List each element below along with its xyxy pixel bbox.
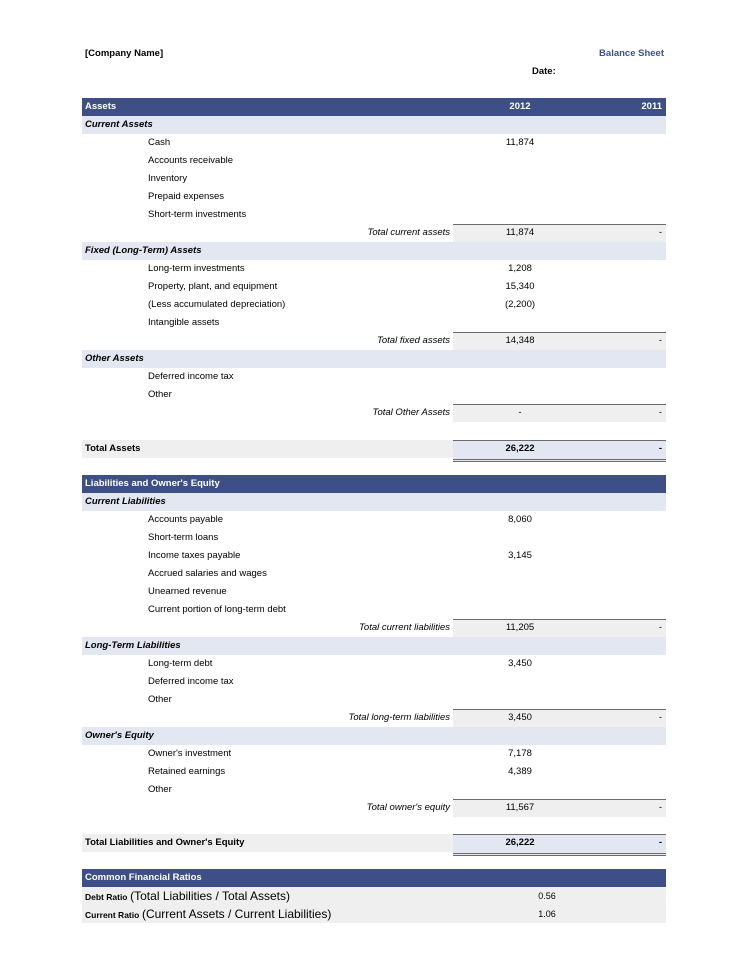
row-label: Accounts payable [148, 514, 223, 525]
table-row [82, 529, 666, 547]
liabilities-header-label: Liabilities and Owner's Equity [85, 478, 220, 489]
section-fixed-assets [82, 242, 666, 260]
table-row [82, 296, 666, 314]
row-label: (Less accumulated depreciation) [148, 299, 286, 310]
table-row [82, 278, 666, 296]
ratio-value: 1.06 [538, 909, 556, 919]
total-current-liabilities-row [82, 619, 666, 637]
total-2011: - [658, 622, 662, 633]
total-current-assets-row [82, 224, 666, 242]
value-2012: 4,389 [508, 766, 532, 777]
table-row [82, 547, 666, 565]
total-2011: - [658, 712, 662, 723]
table-row [82, 583, 666, 601]
row-label: Accrued salaries and wages [148, 568, 267, 579]
row-label: Long-term investments [148, 263, 245, 274]
value-2012: 11,874 [505, 137, 535, 148]
table-row [82, 260, 666, 278]
row-label: Unearned revenue [148, 586, 227, 597]
total-2012: 3,450 [508, 712, 532, 723]
total-2012: - [518, 407, 522, 418]
total-fixed-assets-row [82, 332, 666, 350]
table-row [82, 386, 666, 404]
row-label: Other [148, 389, 172, 400]
table-row [82, 745, 666, 763]
ratio-label [85, 887, 290, 907]
table-row [82, 134, 666, 152]
liabilities-header [82, 475, 666, 493]
table-row [82, 691, 666, 709]
section-owners-equity [82, 727, 666, 745]
row-label: Other [148, 694, 172, 705]
total-label: Total current assets [367, 227, 450, 238]
ratios-header [82, 869, 666, 887]
total-label: Total fixed assets [376, 335, 450, 346]
value-2012: 3,145 [508, 550, 532, 561]
table-row [82, 673, 666, 691]
value-2012: 8,060 [508, 514, 532, 525]
section-title: Other Assets [85, 353, 144, 364]
table-row [82, 188, 666, 206]
ratio-row-debt [82, 887, 666, 905]
section-other-assets [82, 350, 666, 368]
ratios-header-label: Common Financial Ratios [85, 872, 202, 883]
total-2012: 26,222 [505, 837, 535, 848]
total-label: Total current liabilities [359, 622, 450, 633]
value-2012: 3,450 [508, 658, 532, 669]
ratio-value: 0.56 [538, 891, 556, 901]
row-label: Inventory [148, 173, 188, 184]
row-label: Retained earnings [148, 766, 226, 777]
total-liabilities-equity-row [82, 834, 666, 852]
row-label: Cash [148, 137, 171, 148]
row-label: Prepaid expenses [148, 191, 225, 202]
table-row [82, 601, 666, 619]
table-row [82, 152, 666, 170]
section-title: Current Assets [85, 119, 153, 130]
table-row [82, 655, 666, 673]
row-label: Owner's investment [148, 748, 232, 759]
section-title: Fixed (Long-Term) Assets [85, 245, 202, 256]
value-2012: (2,200) [504, 299, 536, 310]
table-row [82, 763, 666, 781]
row-label: Long-term debt [148, 658, 213, 669]
section-current-liabilities [82, 493, 666, 511]
total-label: Total owner's equity [366, 802, 450, 813]
total-long-term-liabilities-row [82, 709, 666, 727]
total-2011: - [658, 802, 662, 813]
row-label: Other [148, 784, 172, 795]
total-label: Total Liabilities and Owner's Equity [85, 837, 245, 848]
row-label: Accounts receivable [148, 155, 234, 166]
document-title: Balance Sheet [599, 48, 664, 59]
total-2011: - [658, 227, 662, 238]
table-row [82, 565, 666, 583]
row-label: Short-term loans [148, 532, 219, 543]
ratio-label [85, 905, 331, 925]
row-label: Deferred income tax [148, 371, 234, 382]
assets-header [82, 98, 666, 116]
value-2012: 15,340 [505, 281, 535, 292]
ratio-name: Current Ratio [85, 910, 140, 920]
value-2012: 1,208 [508, 263, 532, 274]
total-2011: - [658, 837, 662, 848]
row-label: Income taxes payable [148, 550, 241, 561]
total-owners-equity-row [82, 799, 666, 817]
table-row [82, 368, 666, 386]
assets-header-label: Assets [85, 101, 117, 112]
table-row [82, 170, 666, 188]
section-current-assets [82, 116, 666, 134]
total-assets-row [82, 440, 666, 458]
table-row [82, 511, 666, 529]
value-2012: 7,178 [508, 748, 532, 759]
column-2012: 2012 [509, 101, 531, 112]
table-row [82, 206, 666, 224]
date-label: Date: [532, 66, 556, 77]
total-other-assets-row [82, 404, 666, 422]
total-2012: 26,222 [505, 443, 535, 454]
table-row [82, 781, 666, 799]
ratio-formula: (Current Assets / Current Liabilities) [141, 907, 332, 921]
row-label: Deferred income tax [148, 676, 234, 687]
section-title: Long-Term Liabilities [85, 640, 181, 651]
ratio-formula: (Total Liabilities / Total Assets) [130, 889, 290, 903]
total-2012: 11,874 [505, 227, 535, 238]
company-name: [Company Name] [85, 48, 164, 59]
total-2011: - [658, 335, 662, 346]
table-row [82, 314, 666, 332]
total-2011: - [658, 407, 662, 418]
total-2012: 14,348 [505, 335, 535, 346]
row-label: Intangible assets [148, 317, 220, 328]
row-label: Short-term investments [148, 209, 247, 220]
total-2012: 11,205 [505, 622, 535, 633]
ratio-row-current [82, 905, 666, 923]
ratio-name: Debt Ratio [85, 892, 128, 902]
total-label: Total Other Assets [372, 407, 450, 418]
section-long-term-liabilities [82, 637, 666, 655]
total-2012: 11,567 [505, 802, 535, 813]
total-label: Total long-term liabilities [348, 712, 450, 723]
section-title: Owner's Equity [85, 730, 154, 741]
total-label: Total Assets [85, 443, 141, 454]
section-title: Current Liabilities [85, 496, 166, 507]
row-label: Current portion of long-term debt [148, 604, 286, 615]
total-2011: - [658, 443, 662, 454]
column-2011: 2011 [641, 101, 662, 112]
row-label: Property, plant, and equipment [148, 281, 278, 292]
